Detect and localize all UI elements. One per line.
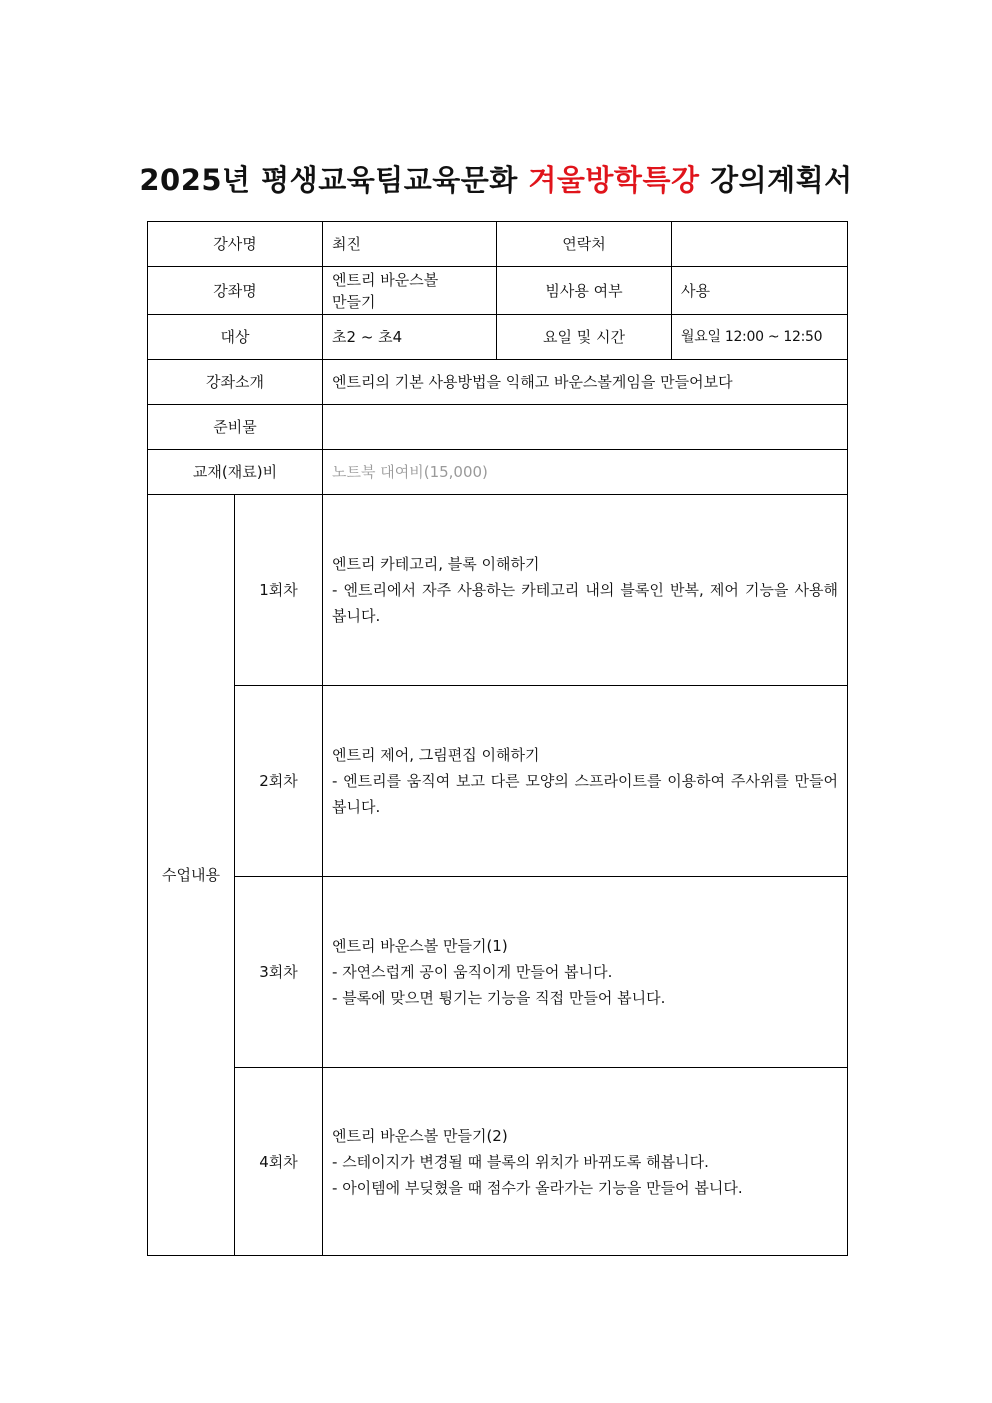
- course-value-line1: 엔트리 바운스볼: [332, 270, 439, 289]
- beam-label: 빔사용 여부: [497, 267, 672, 315]
- session-content: [323, 877, 848, 1068]
- course-value-line2: 만들기: [332, 292, 376, 311]
- course-value: [323, 267, 497, 315]
- session-line: - 엔트리를 움직여 보고 다른 모양의 스프라이트를 이용하여 주사위를 만들어 봅니다.: [332, 772, 839, 816]
- title-part1: 2025년 평생교육팀교육문화: [139, 163, 529, 197]
- session-row: [148, 686, 848, 877]
- intro-value: 엔트리의 기본 사용방법을 익해고 바운스볼게임을 만들어보다: [323, 360, 848, 405]
- intro-label: 강좌소개: [148, 360, 323, 405]
- fee-value: 노트북 대여비(15,000): [323, 450, 848, 495]
- session-title: 엔트리 바운스볼 만들기(1): [332, 937, 508, 955]
- course-label: 강좌명: [148, 267, 323, 315]
- instructor-label: 강사명: [148, 222, 323, 267]
- session-content: [323, 495, 848, 686]
- session-title: 엔트리 제어, 그림편집 이해하기: [332, 746, 540, 764]
- session-row: [148, 495, 848, 686]
- contact-value: [672, 222, 848, 267]
- session-row: [148, 877, 848, 1068]
- session-title: 엔트리 카테고리, 블록 이해하기: [332, 555, 540, 573]
- materials-value: [323, 405, 848, 450]
- contact-label: 연락처: [497, 222, 672, 267]
- schedule-label: 요일 및 시간: [497, 315, 672, 360]
- instructor-value: 최진: [323, 222, 497, 267]
- session-name: 1회차: [235, 495, 323, 686]
- title-highlight: 겨울방학특강: [528, 163, 700, 197]
- row-fee: [148, 450, 848, 495]
- session-content: [323, 1068, 848, 1256]
- target-value: 초2 ~ 초4: [323, 315, 497, 360]
- schedule-value: 월요일 12:00 ~ 12:50: [672, 315, 848, 360]
- session-line: - 자연스럽게 공이 움직이게 만들어 봅니다.: [332, 963, 613, 981]
- session-name: 2회차: [235, 686, 323, 877]
- row-instructor: [148, 222, 848, 267]
- beam-value: 사용: [672, 267, 848, 315]
- session-title: 엔트리 바운스볼 만들기(2): [332, 1126, 508, 1145]
- row-materials: [148, 405, 848, 450]
- row-course: [148, 267, 848, 315]
- fee-label: 교재(재료)비: [148, 450, 323, 495]
- row-intro: [148, 360, 848, 405]
- title-part2: 강의계획서: [699, 163, 853, 197]
- session-line: - 아이템에 부딪혔을 때 점수가 올라가는 기능을 만들어 봅니다.: [332, 1178, 743, 1197]
- page-title: [0, 158, 992, 199]
- session-name: 4회차: [235, 1068, 323, 1256]
- session-line: - 엔트리에서 자주 사용하는 카테고리 내의 블록인 반복, 제어 기능을 사용해 봅니다.: [332, 581, 839, 625]
- session-row: [148, 1068, 848, 1256]
- lecture-plan-table: [147, 221, 848, 1256]
- target-label: 대상: [148, 315, 323, 360]
- curriculum-label: 수업내용: [148, 495, 235, 1256]
- session-content: [323, 686, 848, 877]
- session-line: - 스테이지가 변경될 때 블록의 위치가 바뀌도록 해봅니다.: [332, 1152, 709, 1171]
- session-name: 3회차: [235, 877, 323, 1068]
- materials-label: 준비물: [148, 405, 323, 450]
- session-line: - 블록에 맞으면 튕기는 기능을 직접 만들어 봅니다.: [332, 989, 666, 1007]
- row-target: [148, 315, 848, 360]
